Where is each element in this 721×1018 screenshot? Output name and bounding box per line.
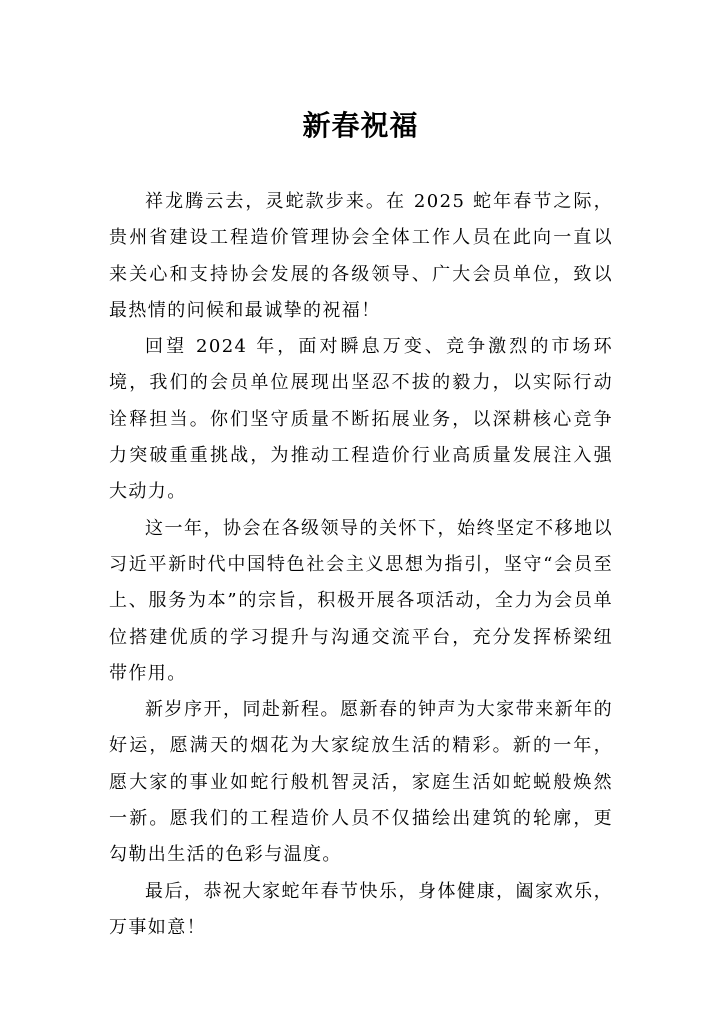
paragraph-closing: 最后，恭祝大家蛇年春节快乐，身体健康，阖家欢乐，万事如意！ xyxy=(109,880,613,938)
paragraph-review-2024: 回望 2024 年，面对瞬息万变、竞争激烈的市场环境，我们的会员单位展现出坚忍不拔的毅力，以实际行动诠释担当。你们坚守质量不断拓展业务，以深耕核心竞争力突破重重挑战，为推动工程造价行业高质量发展注入强大动力。 xyxy=(109,336,613,503)
document-title: 新春祝福 xyxy=(302,109,419,142)
paragraph-new-year-wishes: 新岁序开，同赴新程。愿新春的钟声为大家带来新年的好运，愿满天的烟花为大家绽放生活的精彩。新的一年，愿大家的事业如蛇行般机智灵活，家庭生活如蛇蜕般焕然一新。愿我们的工程造价人员不仅描绘出建筑的轮廓，更勾勒出生活的色彩与温度。 xyxy=(109,699,613,866)
document-body xyxy=(109,184,613,946)
paragraph-greeting: 祥龙腾云去，灵蛇款步来。在 2025 蛇年春节之际，贵州省建设工程造价管理协会全体工作人员在此向一直以来关心和支持协会发展的各级领导、广大会员单位，致以最热情的问候和最诚挚的祝福！ xyxy=(109,191,613,321)
paragraph-association-work: 这一年，协会在各级领导的关怀下，始终坚定不移地以习近平新时代中国特色社会主义思想为指引，坚守“会员至上、服务为本”的宗旨，积极开展各项活动，全力为会员单位搭建优质的学习提升与沟通交流平台，充分发挥桥梁纽带作用。 xyxy=(109,517,613,684)
